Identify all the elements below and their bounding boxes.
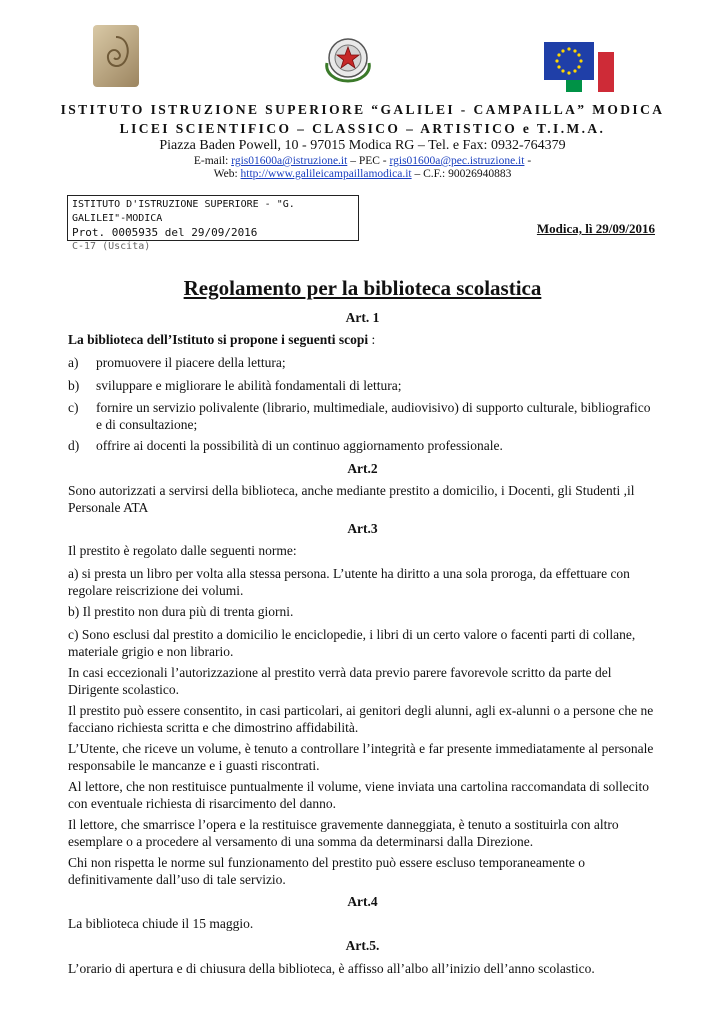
art4-text: La biblioteca chiude il 15 maggio. [68, 916, 254, 931]
art3-paragraph: Chi non rispetta le norme sul funzionamento del prestito può essere escluso temporaneamente o definitivamente dall’uso di tale servizio. [68, 855, 585, 887]
list-item-text: offrire ai docenti la possibilità di un continuo aggiornamento professionale. [96, 438, 503, 453]
stamp-category: C-17 (Uscita) [72, 241, 151, 252]
protocol-stamp [67, 195, 359, 252]
list-item-text: fornire un servizio polivalente (librario, multimediale, audiovisivo) di supporto culturale, bibliografico e di consultazione; [96, 400, 651, 432]
web-label: Web: [213, 168, 241, 180]
art3-heading: Art.3 [347, 521, 378, 536]
art1-intro [68, 332, 658, 349]
web-link[interactable]: http://www.galileicampaillamodica.it [240, 168, 412, 180]
pec-suffix: - [524, 155, 532, 167]
art3-paragraph: a) si presta un libro per volta alla stessa persona. L’utente ha diritto a una sola proroga, da effettuare con regolare reiscrizione dei volumi. [68, 566, 630, 598]
art3-paragraph: Il prestito può essere consentito, in casi particolari, ai genitori degli alunni, agli ex-alunni o a persone che ne facciano richiesta scritta e che dimostrino affidabilità. [68, 703, 654, 735]
email-link[interactable]: rgis01600a@istruzione.it [231, 155, 348, 167]
list-item [68, 355, 658, 372]
italian-republic-emblem-icon [321, 33, 375, 85]
email-label: E-mail: [193, 155, 232, 167]
art4-heading: Art.4 [347, 894, 378, 909]
eu-italy-flags-icon [544, 42, 614, 92]
art3-paragraph: b) Il prestito non dura più di trenta giorni. [68, 604, 294, 619]
list-item-label: c) [68, 400, 79, 415]
list-item-label: d) [68, 438, 80, 453]
list-item [68, 400, 658, 433]
institute-address: Piazza Baden Powell, 10 - 97015 Modica RG – Tel. e Fax: 0932-764379 [159, 138, 566, 153]
pec-label: – PEC - [347, 155, 390, 167]
list-item-text: promuovere il piacere della lettura; [96, 355, 286, 370]
art3-paragraph: L’Utente, che riceve un volume, è tenuto a controllare l’integrità e far presente immediatamente al personale responsabile le mancanze e i guasti riscontrati. [68, 741, 654, 773]
art3-paragraph: c) Sono esclusi dal prestito a domicilio le enciclopedie, i libri di un certo valore o facenti parti di collane, materiale grigio e non librario. [68, 627, 636, 659]
contact-web [0, 168, 725, 180]
list-item-label: a) [68, 355, 79, 370]
institute-schools: LICEI SCIENTIFICO – CLASSICO – ARTISTICO e T.I.M.A. [119, 121, 606, 136]
contact-emails [0, 155, 725, 167]
school-logo-shell [93, 25, 139, 87]
art2-text: Sono autorizzati a servirsi della biblioteca, anche mediante prestito a domicilio, i Docenti, gli Studenti ,il Personale ATA [68, 483, 635, 515]
stamp-protocol-number: Prot. 0005935 del 29/09/2016 [72, 226, 258, 239]
list-item-label: b) [68, 378, 80, 393]
pec-link[interactable]: rgis01600a@pec.istruzione.it [389, 155, 525, 167]
list-item [68, 438, 658, 455]
art3-paragraph: Il prestito è regolato dalle seguenti norme: [68, 543, 297, 558]
art5-text: L’orario di apertura e di chiusura della biblioteca, è affisso all’albo all’inizio dell’anno scolastico. [68, 961, 595, 976]
document-date: Modica, lì 29/09/2016 [536, 221, 655, 236]
art1-heading: Art. 1 [345, 310, 380, 325]
art3-paragraph: Al lettore, che non restituisce puntualmente il volume, viene inviata una cartolina raccomandata di sollecito con eventuale richiesta di risarcimento del danno. [68, 779, 650, 811]
institute-name: ISTITUTO ISTRUZIONE SUPERIORE “GALILEI - CAMPAILLA” MODICA [60, 102, 665, 117]
stamp-institute: ISTITUTO D'ISTRUZIONE SUPERIORE - "G. GALILEI"-MODICA [72, 199, 295, 224]
document-title: Regolamento per la biblioteca scolastica [183, 276, 542, 300]
art5-heading: Art.5. [345, 938, 380, 953]
art3-paragraph: Il lettore, che smarrisce l’opera e la restituisce gravemente danneggiata, è tenuto a sostituirla con altro esemplare o a procedere al versamento di una somma da determinarsi dalla Direzione. [68, 817, 619, 849]
tax-code: – C.F.: 90026940883 [411, 168, 512, 180]
art1-intro-tail: : [368, 332, 376, 347]
art3-paragraph: In casi eccezionali l’autorizzazione al prestito verrà data previo parere favorevole scritto da parte del Dirigente scolastico. [68, 665, 612, 697]
art2-heading: Art.2 [347, 461, 378, 476]
list-item [68, 378, 658, 395]
list-item-text: sviluppare e migliorare le abilità fondamentali di lettura; [96, 378, 402, 393]
art1-intro-bold: La biblioteca dell’Istituto si propone i seguenti scopi [68, 332, 369, 347]
